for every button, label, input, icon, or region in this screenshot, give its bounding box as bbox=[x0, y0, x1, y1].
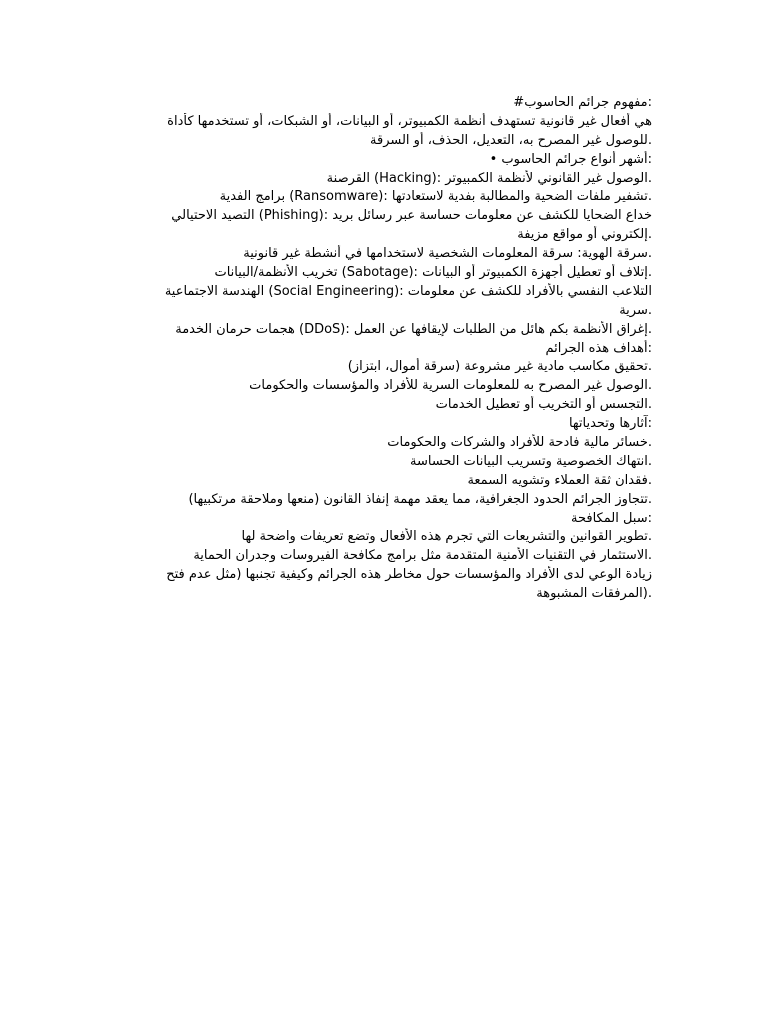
text-line: .تطوير القوانين والتشريعات التي تجرم هذه الأفعال وتضع تعريفات واضحة لها bbox=[241, 529, 652, 545]
text-line: .للوصول غير المصرح به، التعديل، الحذف، أو السرقة bbox=[370, 132, 652, 148]
text-line: .انتهاك الخصوصية وتسريب البيانات الحساسة bbox=[410, 453, 652, 469]
text-line: .التجسس أو التخريب أو تعطيل الخدمات bbox=[435, 397, 652, 413]
text-line: .الاستثمار في التقنيات الأمنية المتقدمة مثل برامج مكافحة الفيروسات وجدران الحماية bbox=[193, 548, 652, 564]
heading-crime-types: :أشهر أنواع جرائم الحاسوب • bbox=[489, 151, 652, 167]
text-line: خداع الضحايا للكشف عن معلومات حساسة عبر رسائل بريد :(Phishing) التصيد الاحتيالي bbox=[171, 208, 652, 224]
heading-countermeasures: :سبل المكافحة bbox=[571, 510, 652, 526]
heading-effects-challenges: :آثارها وتحدياتها bbox=[568, 416, 652, 432]
text-line: .سرية bbox=[619, 302, 652, 318]
text-line: التلاعب النفسي بالأفراد للكشف عن معلومات :(Social Engineering) الهندسة الاجتماعية bbox=[164, 283, 652, 299]
heading-cybercrime-concept: :مفهوم جرائم الحاسوب# bbox=[513, 95, 652, 110]
text-line: .تحقيق مكاسب مادية غير مشروعة (سرقة أموال، ابتزاز) bbox=[347, 359, 652, 375]
text-line: .الوصول غير القانوني لأنظمة الكمبيوتر :(Hacking) القرصنة bbox=[326, 170, 652, 186]
text-line: .تشفير ملفات الضحية والمطالبة بفدية لاستعادتها :(Ransomware) برامج الفدية bbox=[219, 189, 652, 205]
document-body bbox=[128, 94, 652, 604]
text-line: .خسائر مالية فادحة للأفراد والشركات والحكومات bbox=[387, 435, 652, 451]
text-line: .فقدان ثقة العملاء وتشويه السمعة bbox=[467, 472, 652, 488]
heading-crime-goals: :أهداف هذه الجرائم bbox=[545, 340, 652, 356]
text-line: .(المرفقات المشبوهة bbox=[536, 586, 652, 602]
text-line: .إلكتروني أو مواقع مزيفة bbox=[517, 227, 652, 243]
text-line: .سرقة الهوية: سرقة المعلومات الشخصية لاستخدامها في أنشطة غير قانونية bbox=[243, 246, 652, 262]
text-line: .الوصول غير المصرح به للمعلومات السرية للأفراد والمؤسسات والحكومات bbox=[249, 378, 652, 394]
text-line: .إغراق الأنظمة بكم هائل من الطلبات لإيقافها عن العمل :(DDoS) هجمات حرمان الخدمة bbox=[175, 321, 652, 337]
text-line: هي أفعال غير قانونية تستهدف أنظمة الكمبيوتر، أو البيانات، أو الشبكات، أو تستخدمها كأداة bbox=[167, 113, 652, 129]
text-line: .تتجاوز الجرائم الحدود الجغرافية، مما يعقد مهمة إنفاذ القانون (منعها وملاحقة مرتكبيها) bbox=[188, 491, 652, 507]
text-line: زيادة الوعي لدى الأفراد والمؤسسات حول مخاطر هذه الجرائم وكيفية تجنبها (مثل عدم فتح bbox=[166, 567, 652, 583]
text-line: .إتلاف أو تعطيل أجهزة الكمبيوتر أو البيانات :(Sabotage) تخريب الأنظمة/البيانات bbox=[214, 265, 652, 281]
